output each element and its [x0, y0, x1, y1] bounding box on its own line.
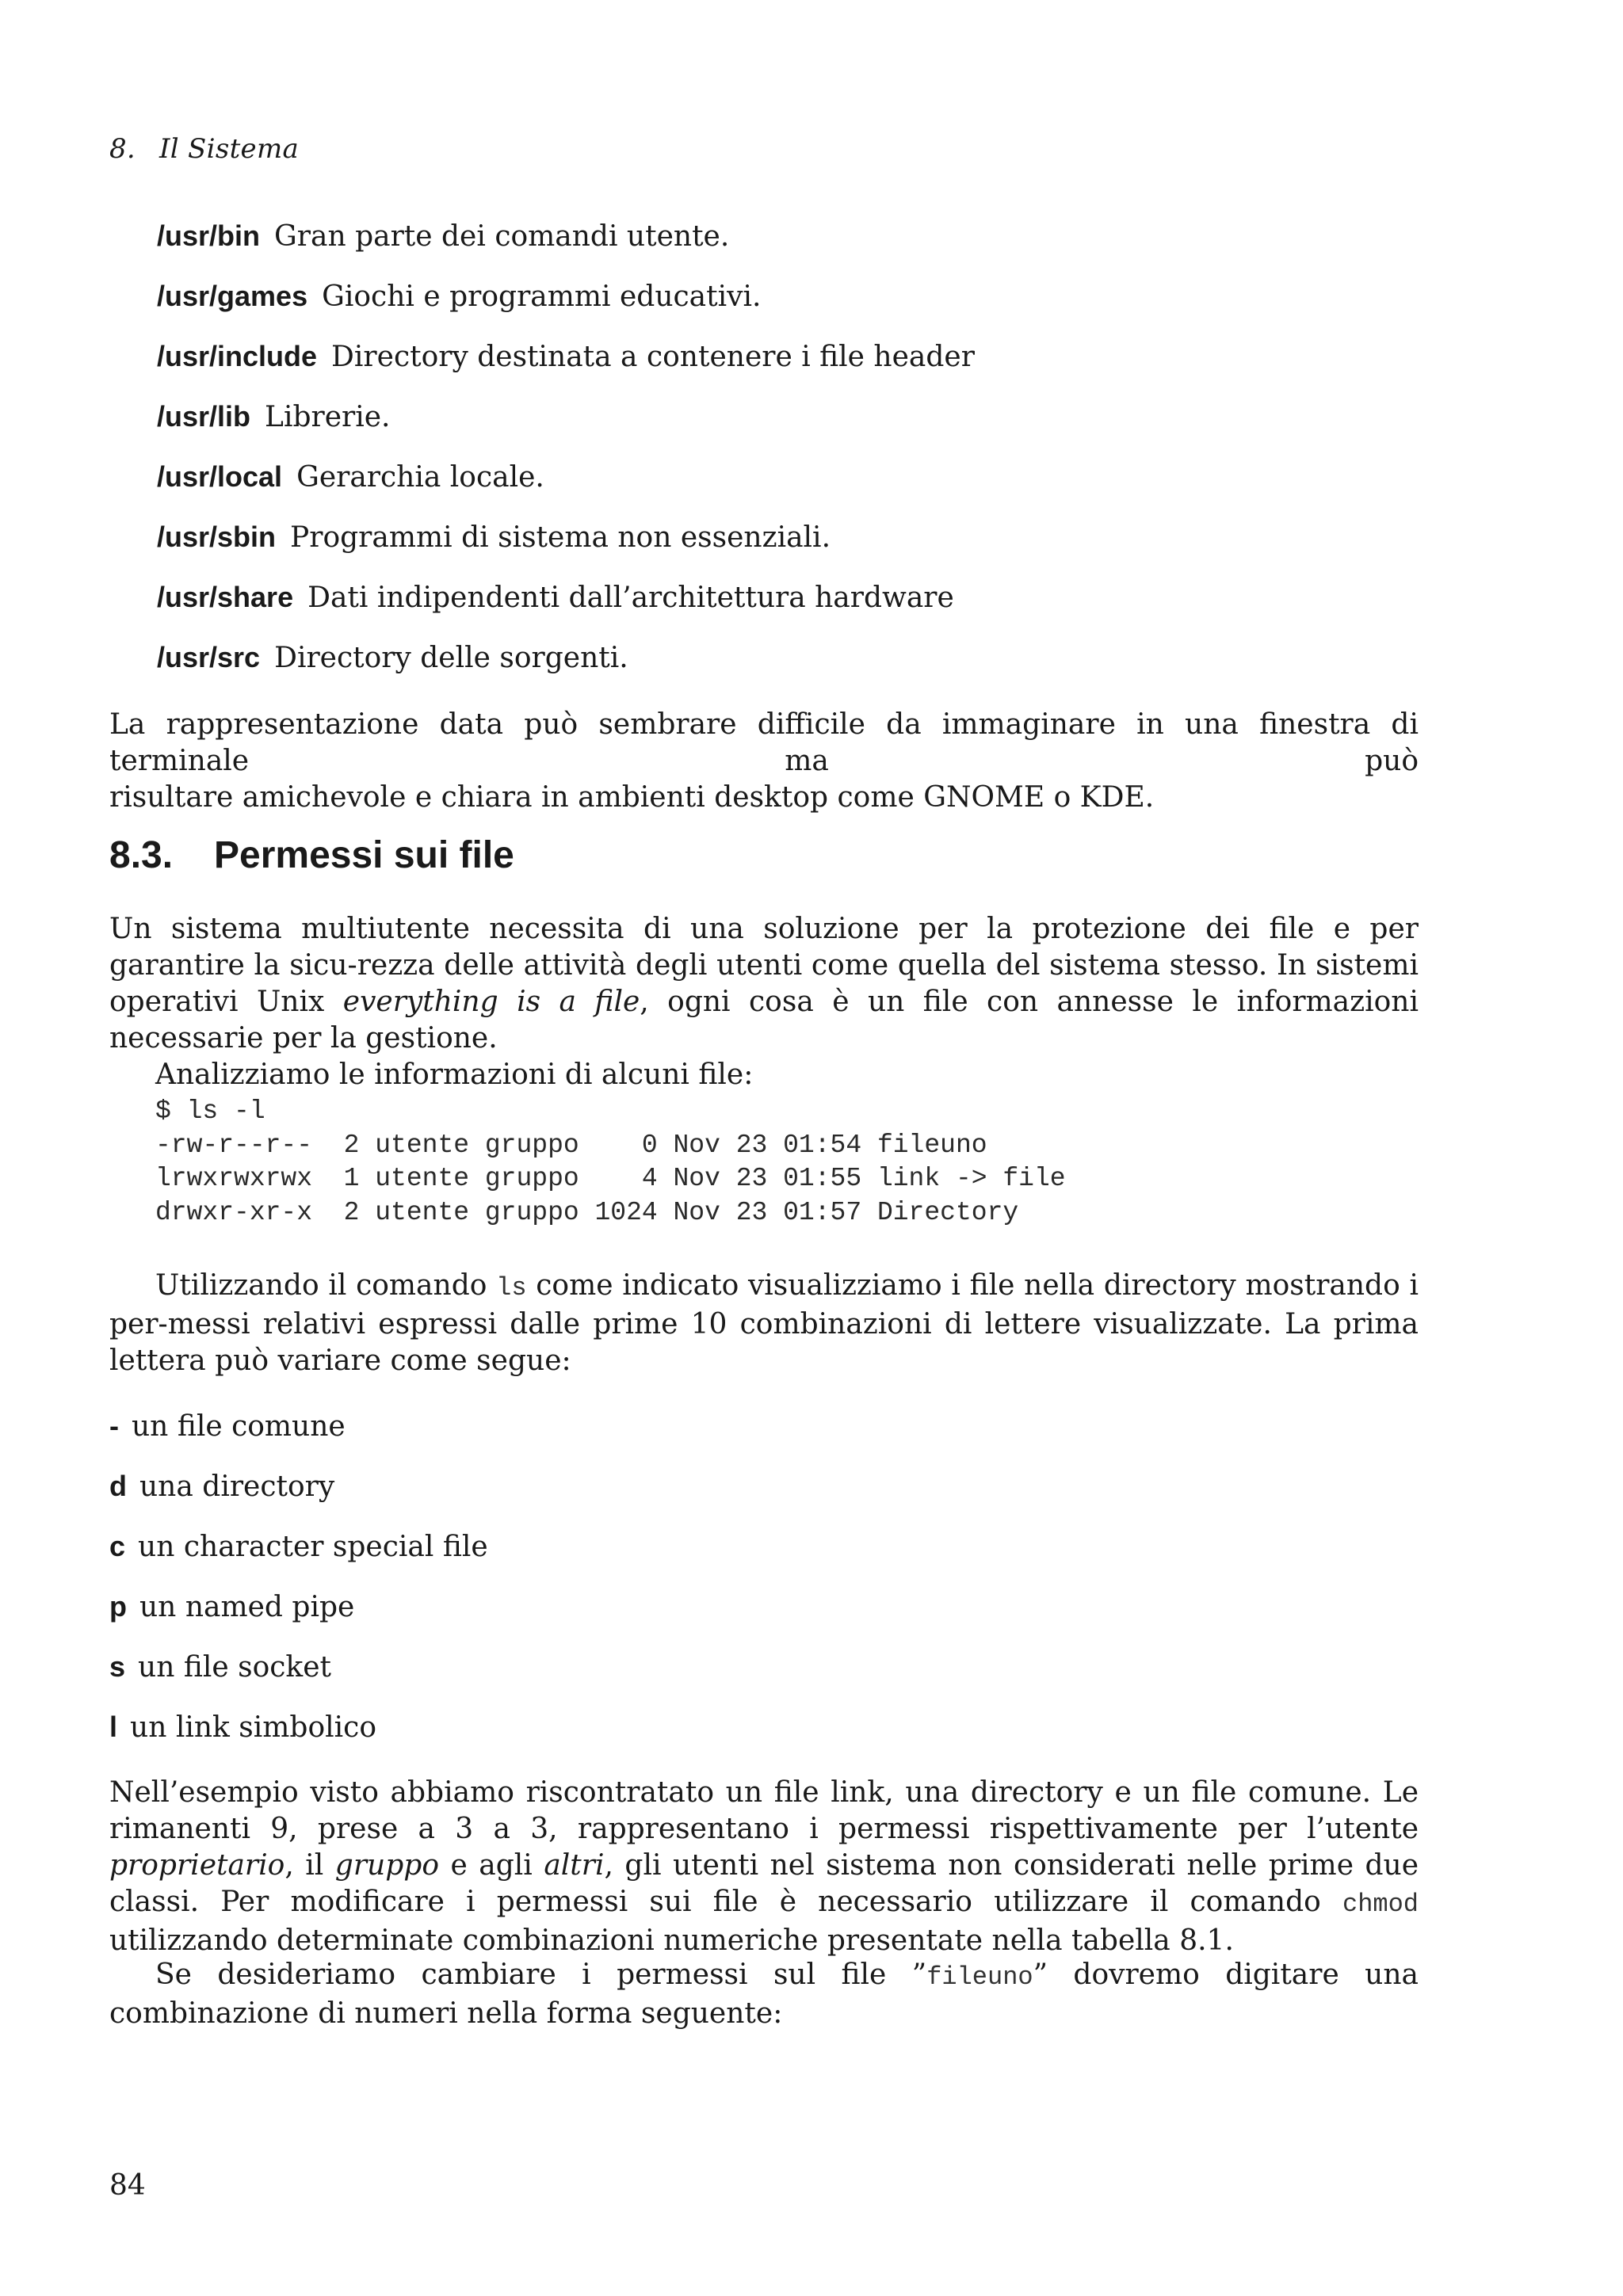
- directory-description: Giochi e programmi educativi.: [322, 280, 762, 313]
- text-run: ” dovremo digitare una combinazione di numeri nella forma seguente:: [109, 1958, 1419, 2030]
- directory-list-item: [157, 580, 1393, 640]
- text-run: , ogni cosa è un file con annesse le informazioni necessarie per la gestione.: [109, 986, 1419, 1055]
- file-type-letter: s: [109, 1650, 126, 1683]
- file-type-letter: p: [109, 1590, 127, 1623]
- text-run: utilizzando determinate combinazioni numeriche presentate nella tabella 8.1.: [109, 1924, 1234, 1957]
- text-run: Utilizzando il comando: [155, 1269, 497, 1302]
- directory-term: /usr/bin: [157, 219, 261, 252]
- file-type-letter: d: [109, 1470, 127, 1502]
- directory-term: /usr/include: [157, 340, 318, 372]
- inline-code: ls: [496, 1273, 527, 1302]
- directory-list-item: [157, 399, 1393, 460]
- directory-list: [157, 219, 1393, 700]
- page-number: 84: [109, 2169, 146, 2202]
- emphasis: altri: [544, 1849, 605, 1882]
- text-run: Nell’esempio visto abbiamo riscontratato un file link, una directory e un file comune. Le rimanenti 9, prese a 3 a 3, rappresentano i permessi rispettivamente per l’utente: [109, 1776, 1419, 1845]
- paragraph-representation: [109, 707, 1419, 816]
- directory-list-item: [157, 640, 1393, 700]
- file-type-item: [109, 1589, 1377, 1650]
- text-run: Un sistema multiutente necessita di una soluzione per la protezione dei file e per garantire la sicu-rezza delle attività degli utenti come quella del sistema stesso. In sistemi operativi Unix: [109, 913, 1419, 1018]
- directory-term: /usr/share: [157, 581, 294, 613]
- text-run: Se desideriamo cambiare i permessi sul file ”: [155, 1958, 927, 1991]
- paragraph-body: [109, 911, 1419, 1057]
- directory-description: Directory destinata a contenere i file header: [331, 341, 975, 373]
- file-type-item: [109, 1710, 1377, 1770]
- paragraph-line: risultare amichevole e chiara in ambienti desktop come GNOME o KDE.: [109, 781, 1155, 814]
- text-run: , il: [285, 1849, 335, 1882]
- file-type-description: un character special file: [138, 1531, 488, 1563]
- section-number: 8.3.: [109, 834, 174, 876]
- section-heading: [109, 833, 514, 877]
- directory-term: /usr/lib: [157, 400, 251, 433]
- code-line: drwxr-xr-x 2 utente gruppo 1024 Nov 23 01:57 Directory: [155, 1197, 1019, 1227]
- chapter-title: Il Sistema: [159, 133, 300, 165]
- directory-term: /usr/sbin: [157, 521, 277, 553]
- paragraph-ls: [109, 1268, 1419, 1379]
- directory-term: /usr/games: [157, 280, 308, 312]
- section-title: Permessi sui file: [214, 834, 514, 876]
- code-line: lrwxrwxrwx 1 utente gruppo 4 Nov 23 01:55 link -> file: [155, 1164, 1066, 1193]
- file-type-letter: l: [109, 1711, 118, 1743]
- directory-list-item: [157, 520, 1393, 580]
- emphasis: everything is a file: [342, 986, 640, 1018]
- code-block: [155, 1095, 1066, 1230]
- chapter-number: 8.: [109, 133, 136, 165]
- file-type-item: [109, 1650, 1377, 1710]
- directory-term: /usr/src: [157, 641, 261, 673]
- file-type-description: un file comune: [132, 1410, 346, 1443]
- text-run: , gli utenti nel sistema non considerati nelle prime due classi. Per modificare i permessi sui file è necessario utilizzare il comando: [109, 1849, 1419, 1918]
- paragraph-intro: [109, 911, 1419, 1093]
- file-type-list: [109, 1409, 1377, 1770]
- directory-description: Directory delle sorgenti.: [274, 642, 628, 674]
- directory-term: /usr/local: [157, 460, 283, 493]
- running-head: [109, 133, 299, 165]
- directory-list-item: [157, 460, 1393, 520]
- code-line: -rw-r--r-- 2 utente gruppo 0 Nov 23 01:54 fileuno: [155, 1130, 987, 1160]
- code-line: $ ls -l: [155, 1097, 265, 1126]
- file-type-letter: c: [109, 1530, 126, 1562]
- text-run: Analizziamo le informazioni di alcuni file:: [155, 1058, 754, 1091]
- text-run: come indicato visualizziamo i file nella directory mostrando i per-messi relativi espressi dalle prime 10 combinazioni di lettere visualizzate. La prima lettera può variare come segue:: [109, 1269, 1419, 1377]
- directory-description: Gran parte dei comandi utente.: [274, 220, 730, 253]
- emphasis: gruppo: [334, 1849, 439, 1882]
- file-type-description: un named pipe: [139, 1591, 355, 1623]
- directory-description: Programmi di sistema non essenziali.: [290, 521, 831, 554]
- paragraph-change: [109, 1957, 1419, 2032]
- file-type-item: [109, 1529, 1377, 1589]
- directory-list-item: [157, 279, 1393, 339]
- file-type-description: una directory: [139, 1470, 335, 1503]
- file-type-description: un link simbolico: [130, 1711, 377, 1744]
- file-type-item: [109, 1469, 1377, 1529]
- directory-list-item: [157, 339, 1393, 399]
- inline-code: chmod: [1342, 1890, 1419, 1919]
- directory-description: Dati indipendenti dall’architettura hardware: [307, 582, 954, 614]
- file-type-item: [109, 1409, 1377, 1469]
- file-type-description: un file socket: [138, 1651, 332, 1684]
- file-type-letter: -: [109, 1409, 119, 1442]
- directory-list-item: [157, 219, 1393, 279]
- paragraph-example: [109, 1775, 1419, 1959]
- emphasis: proprietario: [109, 1849, 285, 1882]
- directory-description: Gerarchia locale.: [296, 461, 544, 494]
- paragraph-line: La rappresentazione data può sembrare difficile da immaginare in una finestra di terminale ma può: [109, 708, 1419, 777]
- paragraph-line: [109, 1057, 1419, 1093]
- directory-description: Librerie.: [265, 401, 391, 433]
- text-run: e agli: [439, 1849, 544, 1882]
- inline-code: fileuno: [926, 1962, 1033, 1992]
